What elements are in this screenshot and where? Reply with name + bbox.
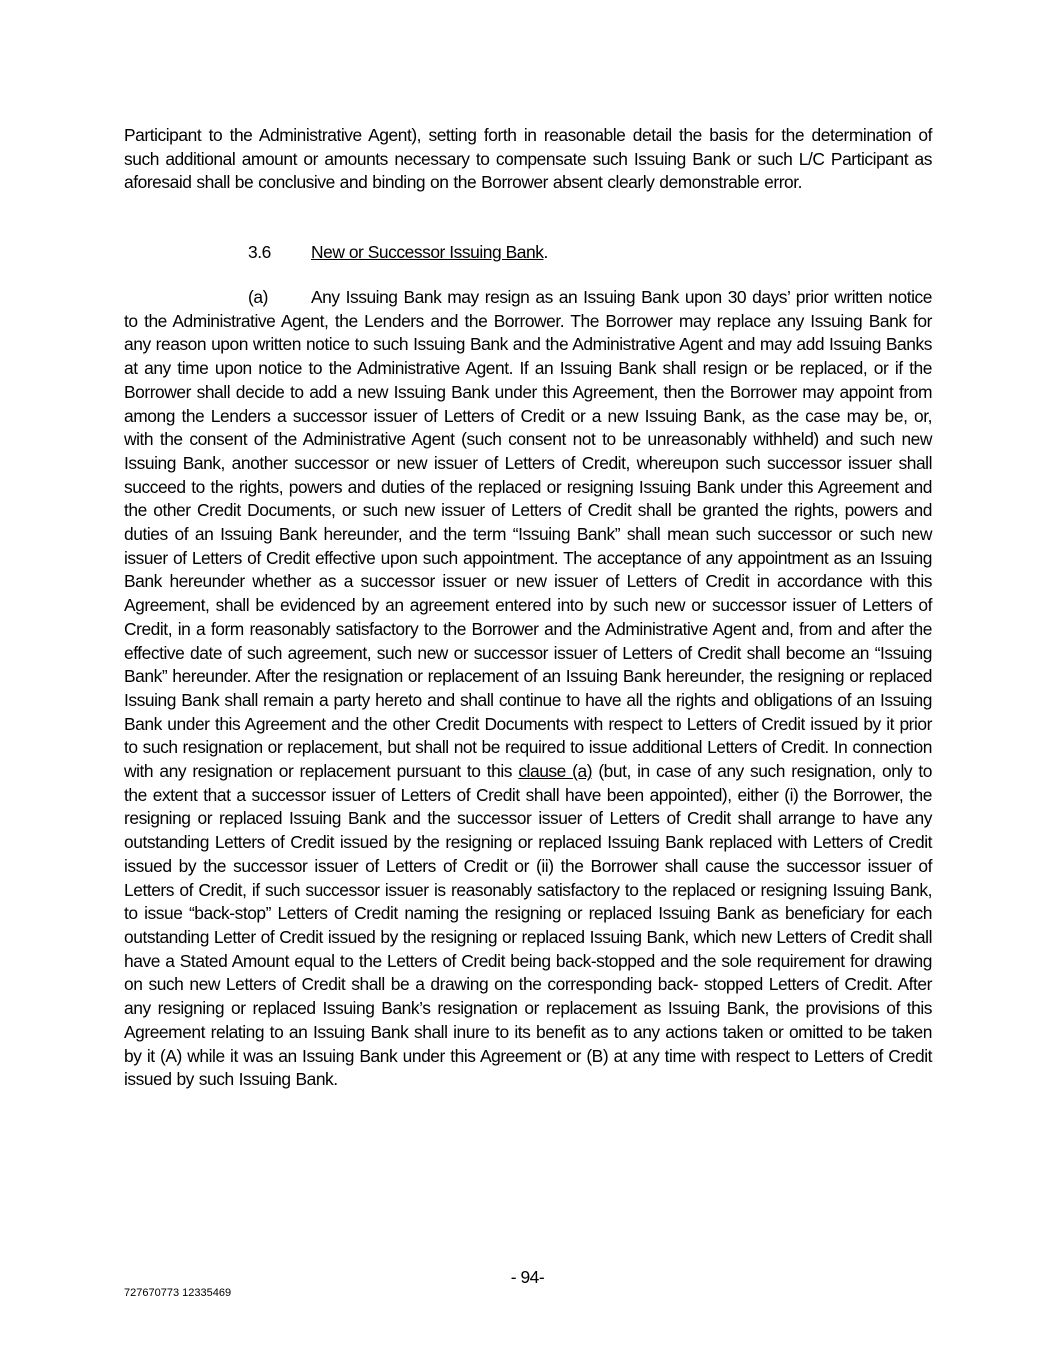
section-title-suffix: . [543,242,548,262]
section-heading [248,241,548,265]
clause-a-text-after: (but, in case of any such resignation, only to the extent that a successor issuer of Letters of Credit shall have been appointed), either (i) the Borrower, the resigning or replaced Issuing Bank and the successor issuer of Letters of Credit shall arrange to have any outstanding Letters of Credit issued by the resigning or replaced Issuing Bank replaced with Letters of Credit issued by the successor issuer of Letters of Credit or (ii) the Borrower shall cause the successor issuer of Letters of Credit, if such successor issuer is reasonably satisfactory to the replaced or resigning Issuing Bank, to issue “back-stop” Letters of Credit naming the resigning or replaced Issuing Bank as beneficiary for each outstanding Letter of Credit issued by the resigning or replaced Issuing Bank, which new Letters of Credit shall have a Stated Amount equal to the Letters of Credit being back-stopped and the sole requirement for drawing on such new Letters of Credit shall be a drawing on the corresponding back- stopped Letters of Credit. After any resigning or replaced Issuing Bank’s resignation or replacement as Issuing Bank, the provisions of this Agreement relating to an Issuing Bank shall inure to its benefit as to any actions taken or omitted to be taken by it (A) while it was an Issuing Bank under this Agreement or (B) at any time with respect to Letters of Credit issued by such Issuing Bank. [124,761,932,1090]
clause-a-label: (a) [248,287,268,307]
continuation-paragraph: Participant to the Administrative Agent), setting forth in reasonable detail the basis for the determination of such additional amount or amounts necessary to compensate such Issuing Bank or such L/C Participant as aforesaid shall be conclusive and binding on the Borrower absent clearly demonstrable error. [124,125,932,193]
page-number: - 94- [510,1267,545,1287]
document-id: 727670773 12335469 [124,1287,232,1299]
section-title: New or Successor Issuing Bank [311,242,544,262]
clause-a-text-before: Any Issuing Bank may resign as an Issuing Bank upon 30 days’ prior written notice to the Administrative Agent, the Lenders and the Borrower. The Borrower may replace any Issuing Bank for any reason upon written notice to such Issuing Bank and the Administrative Agent and may add Issuing Banks at any time upon notice to the Administrative Agent. If an Issuing Bank shall resign or be replaced, or if the Borrower shall decide to add a new Issuing Bank under this Agreement, then the Borrower may appoint from among the Lenders a successor issuer of Letters of Credit or a new Issuing Bank, as the case may be, or, with the consent of the Administrative Agent (such consent not to be unreasonably withheld) and such new Issuing Bank, another successor or new issuer of Letters of Credit, whereupon such successor issuer shall succeed to the rights, powers and duties of the replaced or resigning Issuing Bank under this Agreement and the other Credit Documents, or such new issuer of Letters of Credit shall be granted the rights, powers and duties of an Issuing Bank hereunder, and the term “Issuing Bank” shall mean such successor or such new issuer of Letters of Credit effective upon such appointment. The acceptance of any appointment as an Issuing Bank hereunder whether as a successor issuer or new issuer of Letters of Credit in accordance with this Agreement, shall be evidenced by an agreement entered into by such new or successor issuer of Letters of Credit, in a form reasonably satisfactory to the Borrower and the Administrative Agent and, from and after the effective date of such agreement, such new or successor issuer of Letters of Credit shall become an “Issuing Bank” hereunder. After the resignation or replacement of an Issuing Bank hereunder, the resigning or replaced Issuing Bank shall remain a party hereto and shall continue to have all the rights and obligations of an Issuing Bank under this Agreement and the other Credit Documents with respect to Letters of Credit issued by it prior to such resignation or replacement, but shall not be required to issue additional Letters of Credit. In connection with any resignation or replacement pursuant to this [124,287,932,782]
clause-a-paragraph [124,286,932,1092]
section-number: 3.6 [248,242,271,262]
clause-a-cross-reference: clause (a) [518,761,593,782]
